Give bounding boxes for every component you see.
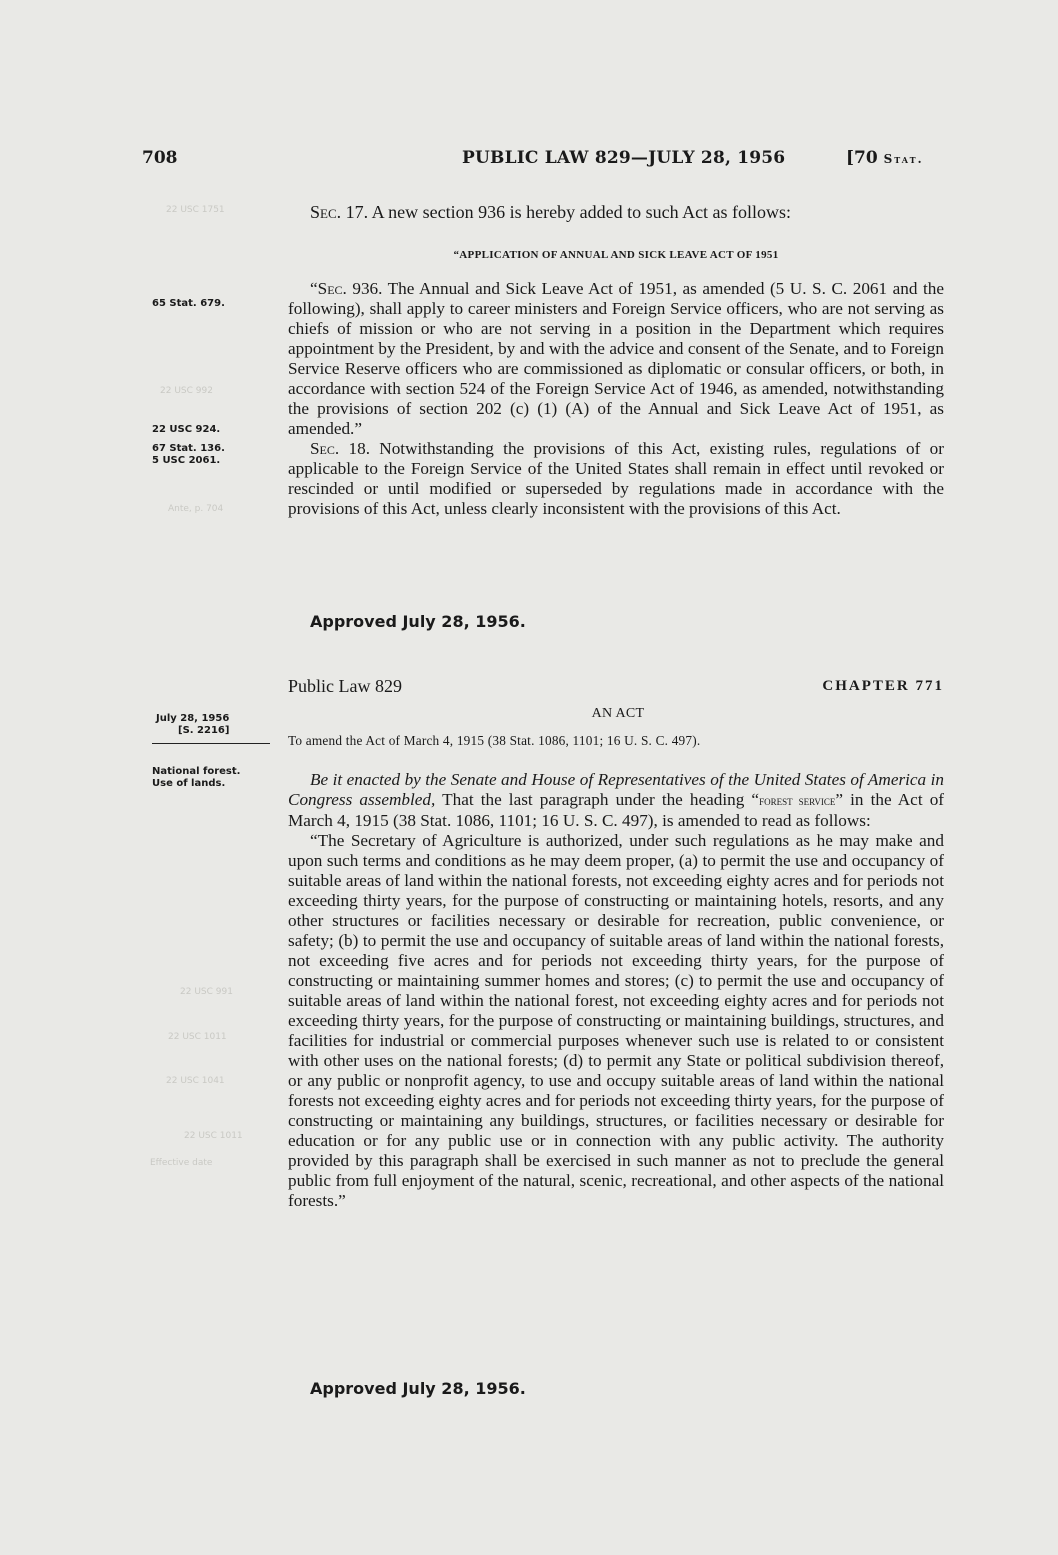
margin-note-67-stat: 67 Stat. 136.: [152, 443, 225, 454]
section-936-heading: “APPLICATION OF ANNUAL AND SICK LEAVE ACT OF 1951: [453, 249, 779, 261]
margin-note-use-of-lands: Use of lands.: [152, 778, 226, 789]
margin-note-bill: [S. 2216]: [178, 725, 230, 736]
page-number: 708: [142, 148, 178, 168]
section-18-text: Sec. 18. Notwithstanding the provisions of this Act, existing rules, regulations of or applicable to the Foreign Service of the United States shall remain in effect until revoked or rescinded or until modified or superseded by regulations made in accordance with the provisions of this Act, unless clearly inconsistent with the provisions of this Act.: [288, 439, 944, 518]
margin-note-22-usc: 22 USC 924.: [152, 424, 221, 435]
act-title: To amend the Act of March 4, 1915 (38 Stat. 1086, 1101; 16 U. S. C. 497).: [288, 733, 701, 748]
approved-date-1: Approved July 28, 1956.: [310, 612, 526, 631]
running-title: PUBLIC LAW 829—JULY 28, 1956: [462, 148, 786, 168]
bleed-through-text: Effective date: [150, 1158, 213, 1168]
chapter-number: CHAPTER 771: [822, 678, 944, 694]
margin-note-65-stat: 65 Stat. 679.: [152, 298, 225, 309]
bleed-through-text: Ante, p. 704: [168, 504, 224, 514]
bleed-through-text: 22 USC 1041: [166, 1076, 225, 1086]
bleed-through-text: 22 USC 1011: [168, 1032, 227, 1042]
section-936-text: “Sec. 936. The Annual and Sick Leave Act of 1951, as amended (5 U. S. C. 2061 and the following), shall apply to career ministers and Foreign Service officers, who are not serving as chiefs of mission or who are not serving in a position in the Department which requires appointment by the President, by and with the advice and consent of the Senate, and to Foreign Service Reserve officers who are commissioned as diplomatic or consular officers, or both, in accordance with section 524 of the Foreign Service Act of 1946, as amended, notwithstanding the provisions of section 202 (c) (1) (A) of the Annual and Sick Leave Act of 1951, as amended.” Sec. 18. Notwithstanding the provisions of this Act, existing rules, regulations of or applicable to the Foreign Service of the United States shall remain in effect until revoked or rescinded or until modified or superseded by regulations made in accordance with the provisions of this Act, unless clearly inconsistent with the provisions of this Act.: [288, 279, 944, 518]
act-body: Be it enacted by the Senate and House of Representatives of the United States of America in Congress assembled, That the last paragraph under the heading “forest service” in the Act of March 4, 1915 (38 Stat. 1086, 1101; 16 U. S. C. 497), is amended to read as follows: “The Secretary of Agriculture is authorized, under such regulations as he may make and upon such terms and conditions as he may deem proper, (a) to permit the use and occupancy of suitable areas of land within the national forests, not exceeding eighty acres and for periods not exceeding thirty years, for the purpose of constructing or maintaining hotels, resorts, and any other structures or facilities necessary or desirable for recreation, public convenience, or safety; (b) to permit the use and occupancy of suitable areas of land within the national forests, not exceeding five acres and for periods not exceeding thirty years, for the purpose of constructing or maintaining summer homes and stores; (c) to permit the use and occupancy of suitable areas of land within the national forest, not exceeding eighty acres and for periods not exceeding thirty years, for the purpose of constructing or maintaining buildings, structures, and facilities for industrial or commercial purposes whenever such use is related to or consistent with other uses on the national forests; (d) to permit any State or political subdivision thereof, or any public or nonprofit agency, to use and occupy suitable areas of land within the national forests not exceeding eighty acres and for periods not exceeding thirty years, for the purpose of constructing or maintaining any buildings, structures, or facilities necessary or desirable for education or for any public use or in connection with any public activity. The authority provided by this paragraph shall be exercised in such manner as not to preclude the general public from full enjoyment of the natural, scenic, recreational, and other aspects of the national forests.”: [288, 770, 945, 1210]
amended-text: “The Secretary of Agriculture is authorized, under such regulations as he may make and upon such terms and conditions as he may deem proper, (a) to permit the use and occupancy of suitable areas of land within the national forests, not exceeding eighty acres and for periods not exceeding thirty years, for the purpose of constructing or maintaining hotels, resorts, and any other structures or facilities necessary or desirable for recreation, public convenience, or safety; (b) to permit the use and occupancy of suitable areas of land within the national forests, not exceeding five acres and for periods not exceeding thirty years, for the purpose of constructing or maintaining summer homes and stores; (c) to permit the use and occupancy of suitable areas of land within the national forest, not exceeding eighty acres and for periods not exceeding thirty years, for the purpose of constructing or maintaining buildings, structures, and facilities for industrial or commercial purposes whenever such use is related to or consistent with other uses on the national forests; (d) to permit any State or political subdivision thereof, or any public or nonprofit agency, to use and occupy suitable areas of land within the national forests not exceeding eighty acres and for periods not exceeding thirty years, for the purpose of constructing or maintaining any buildings, structures, or facilities necessary or desirable for education or for any public use or in connection with any public activity. The authority provided by this paragraph shall be exercised in such manner as not to preclude the general public from full enjoyment of the natural, scenic, recreational, and other aspects of the national forests.”: [288, 831, 944, 1210]
bleed-through-text: 22 USC 991: [180, 987, 233, 997]
margin-rule: [152, 743, 270, 744]
bleed-through-text: 22 USC 992: [160, 386, 213, 396]
public-law-line: Public Law 829 CHAPTER 771: [288, 676, 944, 696]
bleed-through-text: 22 USC 1751: [166, 205, 225, 215]
margin-note-date: July 28, 1956: [156, 713, 230, 724]
section-17-intro: Sec. 17. A new section 936 is hereby added to such Act as follows:: [310, 202, 792, 222]
enacting-clause: Be it enacted by the Senate and House of Representatives of the United States of America in Congress assembled,: [288, 770, 944, 809]
an-act-heading: AN ACT: [591, 706, 645, 721]
margin-note-5-usc: 5 USC 2061.: [152, 455, 221, 466]
bleed-through-text: 22 USC 1011: [184, 1131, 243, 1141]
statute-volume: [70 Stat.: [846, 148, 924, 168]
approved-date-2: Approved July 28, 1956.: [310, 1379, 526, 1398]
margin-note-national-forest: National forest.: [152, 766, 241, 777]
